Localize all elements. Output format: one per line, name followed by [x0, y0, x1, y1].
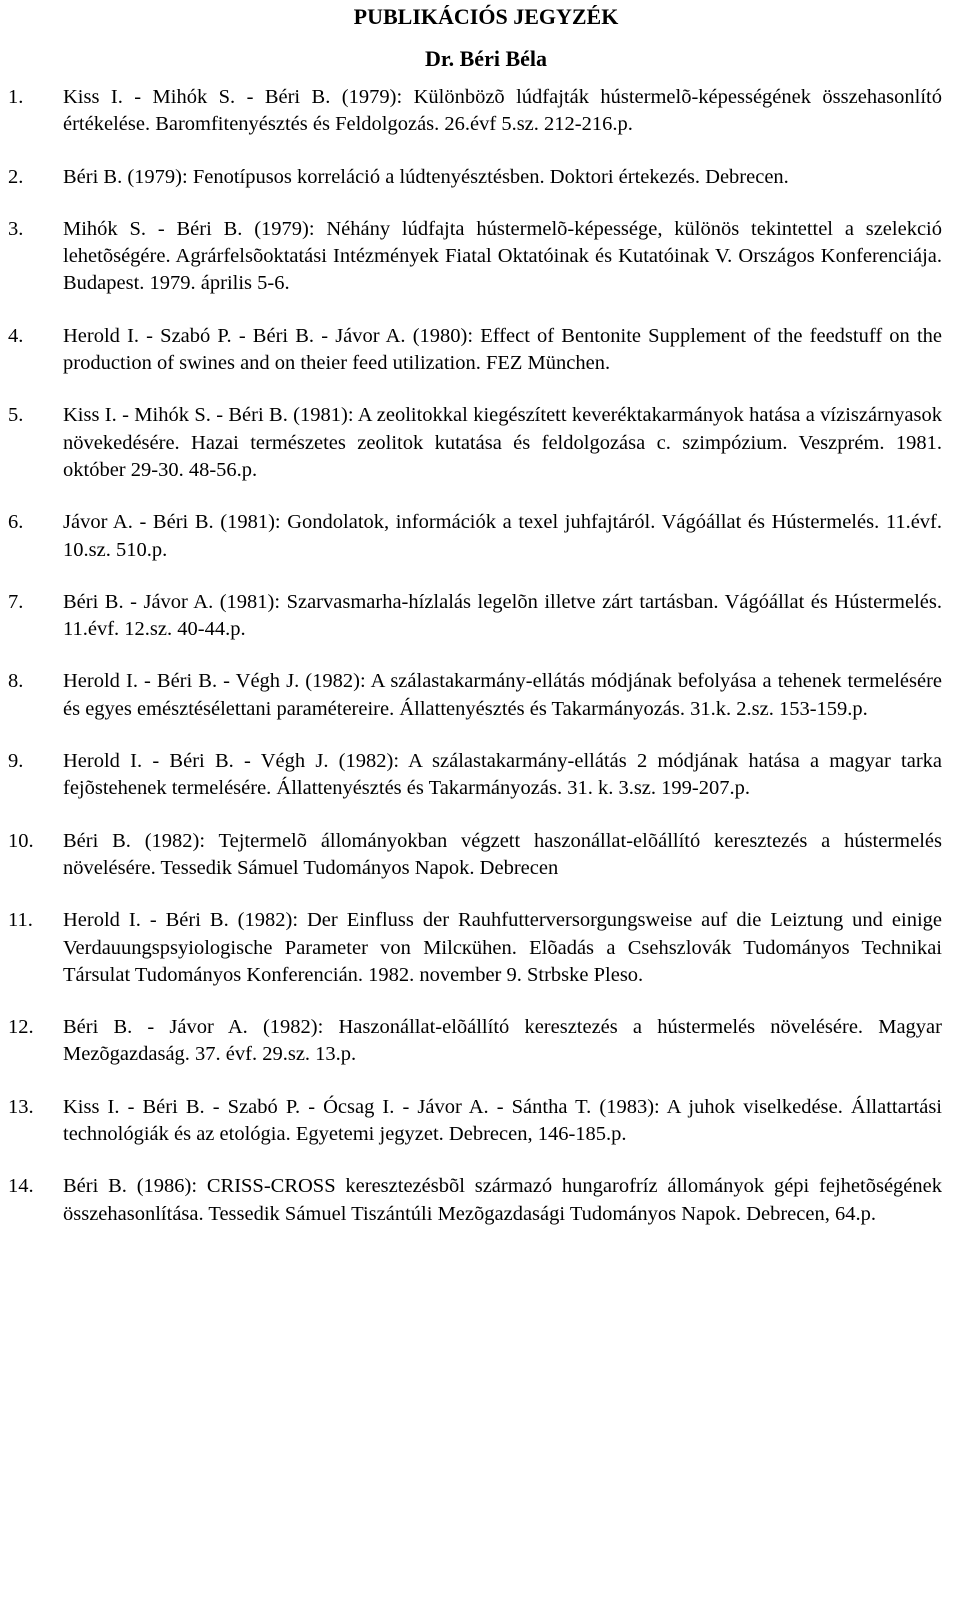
entry-text: Kiss I. - Béri B. - Szabó P. - Ócsag I. - Jávor A. - Sántha T. (1983): A juhok viselkedése. Állattartási technológiák és az etológia. Egyetemi jegyzet. Debrecen, 146-185.p.	[63, 1095, 942, 1146]
publication-entry	[8, 1094, 942, 1149]
publication-entry	[8, 216, 942, 298]
author-name: Dr. Béri Béla	[425, 46, 547, 71]
entry-text: Herold I. - Béri B. - Végh J. (1982): A szálastakarmány-ellátás 2 módjának hatása a magyar tarka fejõstehenek termelésére. Állattenyésztés és Takarmányozás. 31. k. 3.sz. 199-207.p.	[63, 750, 942, 800]
entry-number: 13.	[8, 1095, 34, 1118]
entry-text: Béri B. (1986): CRISS-CROSS keresztezésbõl származó hungarofríz állományok gépi fejhetõségének összehasonlítása. Tessedik Sámuel Tiszántúli Mezõgazdasági Tudományos Napok. Debrecen, 64.p.	[63, 1175, 942, 1225]
entry-number: 9.	[8, 750, 24, 773]
entry-text: Kiss I. - Mihók S. - Béri B. (1981): A zeolitokkal kiegészített keveréktakarmányok hatása a víziszárnyasok növekedésére. Hazai természetes zeolitok kutatása és feldolgozása c. szimpózium. Veszprém. 1981. október 29-30. 48-56.p.	[63, 404, 942, 481]
publication-entry	[8, 589, 942, 644]
entry-text: Béri B. (1982): Tejtermelõ állományokban végzett haszonállat-elõállító keresztezés a hústermelés növelésére. Tessedik Sámuel Tudományos Napok. Debrecen	[63, 829, 942, 879]
entry-text: Mihók S. - Béri B. (1979): Néhány lúdfajta hústermelõ-képessége, különös tekintettel a szelekció lehetõségére. Agrárfelsõoktatási Intézmények Fiatal Oktatóinak és Kutatóinak V. Országos Konferenciája. Budapest. 1979. április 5-6.	[63, 217, 942, 295]
publication-entry	[8, 907, 942, 989]
entry-number: 4.	[8, 324, 24, 347]
entry-number: 10.	[8, 829, 34, 852]
publication-entry	[8, 748, 942, 803]
publication-entry	[8, 402, 942, 484]
entry-number: 11.	[8, 909, 33, 932]
entry-number: 1.	[8, 86, 24, 108]
publication-entry	[8, 509, 942, 564]
entry-text: Béri B. - Jávor A. (1981): Szarvasmarha-hízlalás legelõn illetve zárt tartásban. Vágóállat és Hústermelés. 11.évf. 12.sz. 40-44.p.	[63, 590, 942, 641]
entry-text: Herold I. - Béri B. (1982): Der Einfluss der Rauhfutterversorgungsweise auf die Leiztung und einige Verdauungspsyiologische Parameter von Milcкühen. Elõadás a Csehszlovák Tudományos Technikai Társulat Tudományos Konferencián. 1982. november 9. Strbske Pleso.	[63, 909, 942, 986]
entry-text: Béri B. (1979): Fenotípusos korreláció a lúdtenyésztésben. Doktori értekezés. Debrecen.	[63, 165, 789, 188]
publication-entry	[8, 668, 942, 723]
document-title: PUBLIKÁCIÓS JEGYZÉK	[353, 4, 619, 29]
publication-entry	[8, 323, 942, 378]
entry-number: 12.	[8, 1016, 34, 1039]
entry-text: Herold I. - Szabó P. - Béri B. - Jávor A. (1980): Effect of Bentonite Supplement of the feedstuff on the production of swines and on theier feed utilization. FEZ München.	[63, 324, 942, 375]
publication-entry	[8, 1173, 942, 1228]
publication-entry	[8, 84, 942, 139]
entry-number: 2.	[8, 165, 24, 188]
publication-entry	[8, 164, 942, 191]
entry-number: 8.	[8, 670, 24, 693]
entry-text: Kiss I. - Mihók S. - Béri B. (1979): Különbözõ lúdfajták hústermelõ-képességének összehasonlító értékelése. Baromfitenyésztés és Feldolgozás. 26.évf 5.sz. 212-216.p.	[63, 86, 942, 136]
entry-number: 14.	[8, 1175, 34, 1198]
entry-text: Jávor A. - Béri B. (1981): Gondolatok, információk a texel juhfajtáról. Vágóállat és Hústermelés. 11.évf. 10.sz. 510.p.	[63, 511, 942, 561]
entry-number: 6.	[8, 511, 24, 534]
document-page	[0, 4, 960, 1605]
publication-list	[8, 84, 942, 1228]
entry-number: 3.	[8, 217, 24, 240]
publication-entry	[8, 828, 942, 883]
publication-entry	[8, 1014, 942, 1069]
entry-text: Béri B. - Jávor A. (1982): Haszonállat-elõállító keresztezés a hústermelés növelésére. Magyar Mezõgazdaság. 37. évf. 29.sz. 13.p.	[63, 1016, 942, 1066]
entry-number: 7.	[8, 590, 24, 613]
entry-number: 5.	[8, 404, 24, 427]
entry-text: Herold I. - Béri B. - Végh J. (1982): A szálastakarmány-ellátás módjának befolyása a tehenek termelésére és egyes emésztésélettani paramétereire. Állattenyésztés és Takarmányozás. 31.k. 2.sz. 153-159.p.	[63, 670, 942, 720]
